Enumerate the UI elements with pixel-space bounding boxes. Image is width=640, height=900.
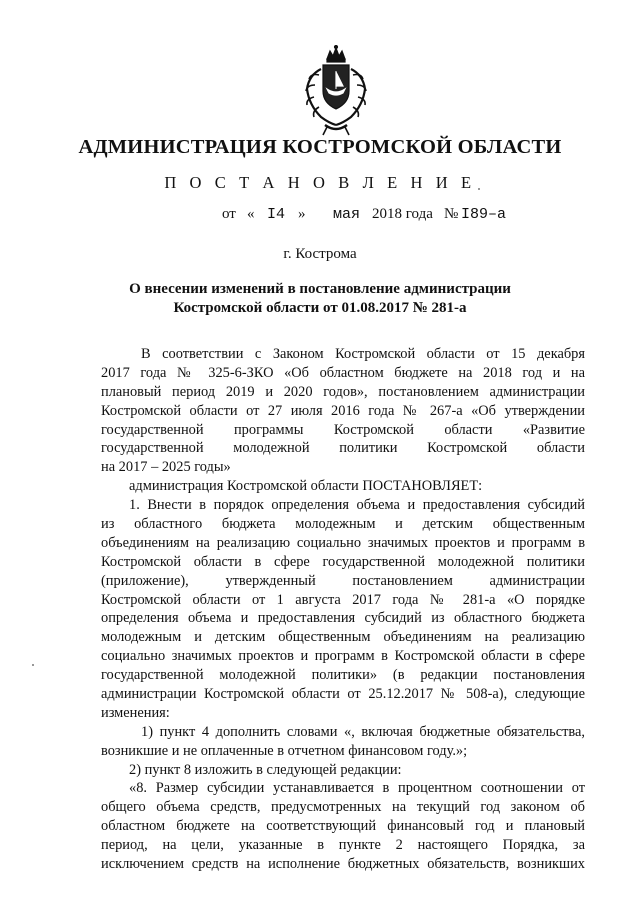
coat-of-arms-icon — [297, 45, 375, 137]
body-line: социально значимых проектов и программ в Костромской области в сфере — [101, 648, 585, 665]
document-title — [0, 280, 640, 318]
body-line: 2017 года № 325-6-ЗКО «Об областном бюджете на 2018 год и на — [101, 364, 585, 381]
body-line: период, на цели, указанные в пункте 2 настоящего Порядка, за — [101, 837, 585, 854]
agency-name: АДМИНИСТРАЦИЯ КОСТРОМСКОЙ ОБЛАСТИ — [78, 136, 562, 158]
body-line: исключением средств на исполнение бюджетных обязательств, возникших — [101, 856, 585, 873]
body-line: администрация Костромской области ПОСТАНОВЛЯЕТ: — [129, 478, 483, 495]
city: г. Кострома — [283, 246, 357, 262]
body-line: изменения: — [101, 704, 170, 721]
body-line: государственной молодежной политики» (в редакции постановления — [101, 667, 585, 684]
body-line: Костромской области от 1 августа 2017 года № 281-а «О порядке — [101, 591, 585, 608]
number-label: № — [444, 206, 459, 222]
document-body — [101, 345, 585, 874]
body-line: Костромской области от 27 июля 2016 года № 267-а «Об утверждении — [101, 402, 585, 419]
body-line: 2) пункт 8 изложить в следующей редакции: — [129, 761, 402, 778]
title-line-2: Костромской области от 01.08.2017 № 281-а — [173, 300, 467, 316]
date-open-quote: « — [247, 206, 255, 222]
body-line: определения объема и предоставления субсидий из областного бюджета — [101, 610, 585, 627]
body-line: молодежным и детским общественным объединениям на реализацию — [101, 629, 585, 646]
title-line-1: О внесении изменений в постановление администрации — [129, 281, 511, 297]
body-line: Костромской области в сфере государственной молодежной политики — [101, 553, 585, 570]
body-line: общего объема средств, предусмотренных на текущий год законом об — [101, 799, 585, 816]
body-line: 1. Внести в порядок определения объема и предоставления субсидий — [129, 497, 585, 514]
document-number: I89–а — [461, 206, 507, 223]
body-line: (приложение), утвержденный постановлением администрации — [101, 572, 585, 589]
scan-speck — [478, 188, 480, 190]
body-line: на 2017 – 2025 годы» — [101, 459, 231, 476]
body-line: государственной молодежной политики Костромской области — [101, 440, 585, 457]
date-prefix: от — [222, 206, 236, 222]
body-line: государственной программы Костромской области «Развитие — [101, 421, 585, 438]
date-month: мая — [333, 206, 361, 223]
body-line: администрации Костромской области от 25.12.2017 № 508-а), следующие — [101, 686, 585, 703]
document-type: П О С Т А Н О В Л Е Н И Е — [164, 173, 476, 192]
body-line: 1) пункт 4 дополнить словами «, включая бюджетные обязательства, — [141, 723, 585, 740]
date-year: 2018 года — [372, 206, 433, 222]
date-close-quote: » — [298, 206, 306, 222]
body-line: областном бюджете на соответствующий финансовый год и плановый — [101, 818, 585, 835]
body-line: из областного бюджета молодежным и детским общественным — [101, 516, 585, 533]
date-day: I4 — [267, 206, 286, 223]
body-line: возникшие и не оплаченные в отчетном финансовом году.»; — [101, 742, 468, 759]
scan-speck — [32, 664, 34, 666]
body-line: В соответствии с Законом Костромской области от 15 декабря — [141, 346, 585, 362]
body-line: плановый период 2019 и 2020 годов», постановлением администрации — [101, 383, 585, 400]
body-line: «8. Размер субсидии устанавливается в процентном соотношении от — [129, 780, 585, 797]
date-line — [0, 206, 640, 228]
body-line: объединениям на реализацию социально значимых проектов и программ в — [101, 534, 585, 551]
